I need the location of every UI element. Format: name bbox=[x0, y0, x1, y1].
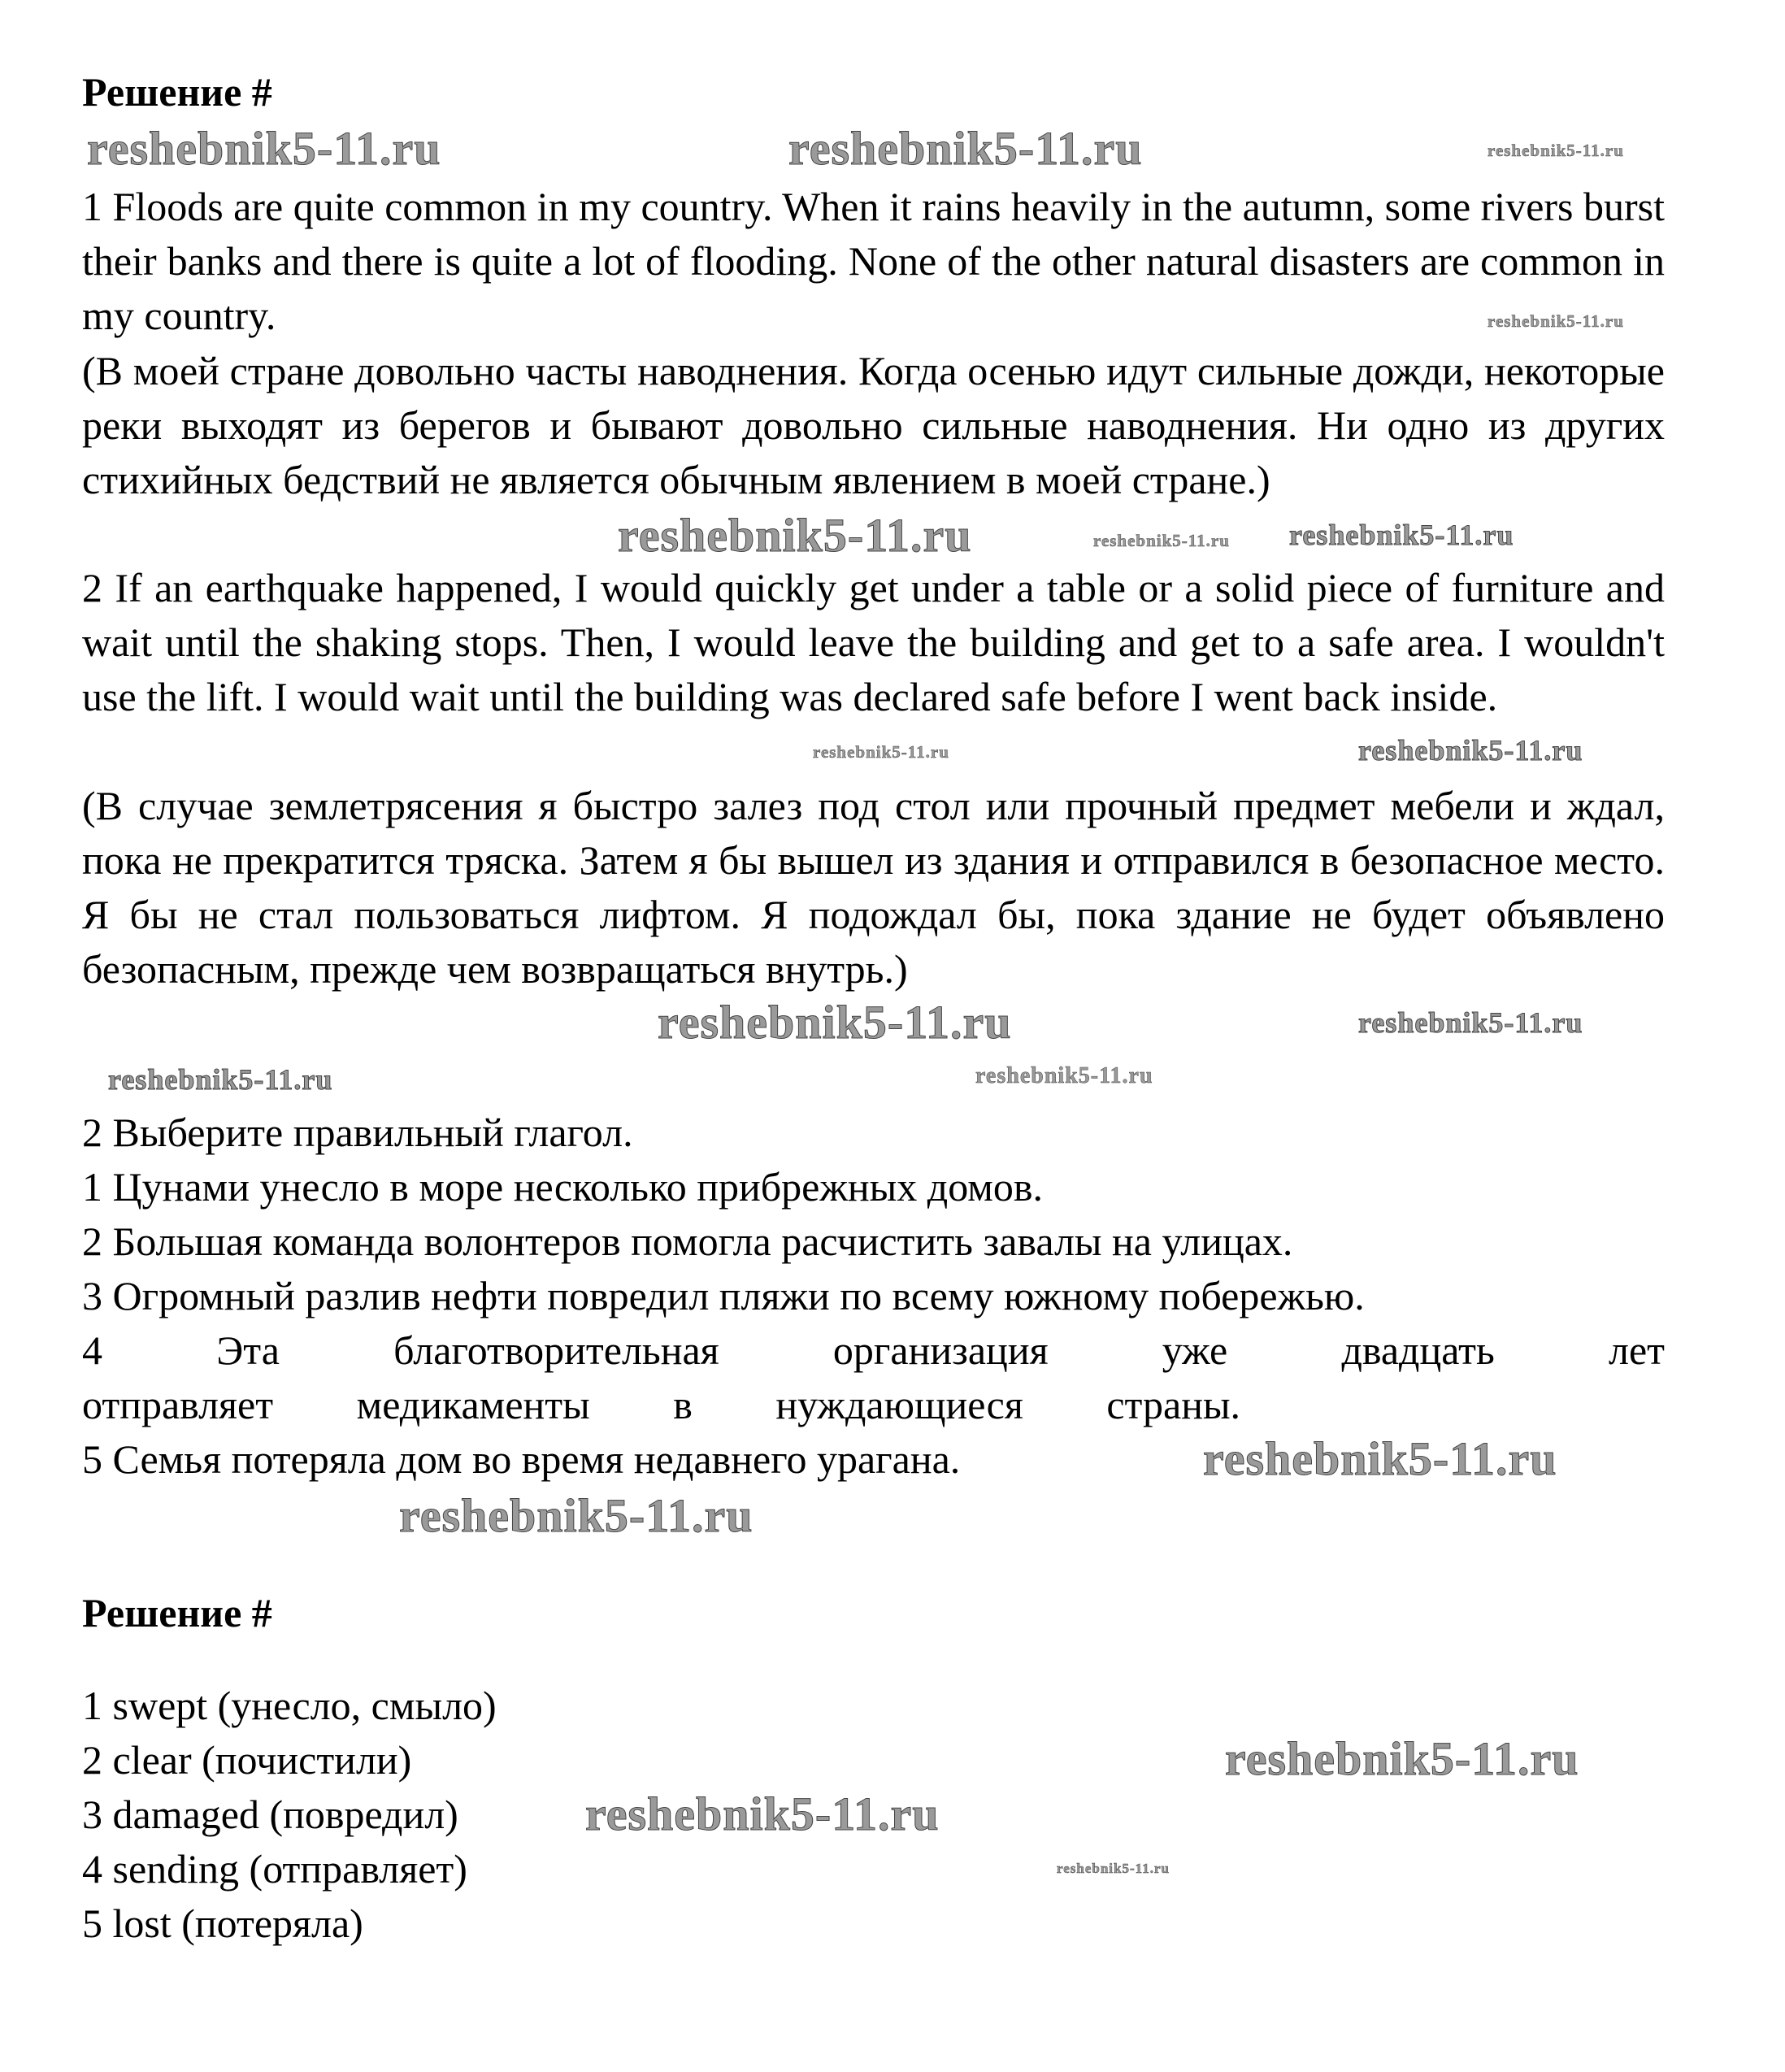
watermark: reshebnik5-11.ru bbox=[658, 996, 1012, 1049]
answer-item: 2 clear (почистили) bbox=[82, 1737, 412, 1783]
watermark: reshebnik5-11.ru bbox=[1225, 1732, 1579, 1785]
paragraph-text: (В случае землетрясения я быстро залез под стол или прочный предмет мебели и ждал, пока не прекратится тряска. Затем я бы вышел из здания и отправился в безопасное место. Я бы не стал пользоваться лифтом. Я подождал бы, пока здание не будет объявлено безопасным, прежде чем возвращаться внутрь.) bbox=[82, 783, 1665, 992]
answer-item: 1 swept (унесло, смыло) bbox=[82, 1683, 497, 1728]
watermark: reshebnik5-11.ru bbox=[788, 122, 1143, 175]
task-2-block bbox=[82, 1106, 1665, 1487]
answer-paragraph-2-translation bbox=[82, 779, 1665, 997]
paragraph-text: 1 Floods are quite common in my country. When it rains heavily in the autumn, some rivers burst their banks and there is quite a lot of flooding. None of the other natural disasters are common in my country. bbox=[82, 184, 1665, 338]
watermark: reshebnik5-11.ru bbox=[1358, 734, 1583, 767]
task-item: 5 Семья потеряла дом во время недавнего урагана. bbox=[82, 1436, 961, 1482]
watermark: reshebnik5-11.ru bbox=[399, 1489, 754, 1542]
watermark: reshebnik5-11.ru bbox=[585, 1787, 940, 1840]
task-item: 2 Большая команда волонтеров помогла расчистить завалы на улицах. bbox=[82, 1218, 1293, 1264]
watermark: reshebnik5-11.ru bbox=[1488, 311, 1624, 331]
watermark: reshebnik5-11.ru bbox=[618, 509, 972, 562]
watermark: reshebnik5-11.ru bbox=[87, 122, 441, 175]
task-title: 2 Выберите правильный глагол. bbox=[82, 1110, 633, 1155]
task-item: 1 Цунами унесло в море несколько прибрежных домов. bbox=[82, 1164, 1044, 1210]
paragraph-text: (В моей стране довольно часты наводнения. Когда осенью идут сильные дожди, некоторые реки выходят из берегов и бывают довольно сильные наводнения. Ни одно из других стихийных бедствий не является обычным явлением в моей стране.) bbox=[82, 348, 1665, 502]
answer-item: 3 damaged (повредил) bbox=[82, 1792, 458, 1837]
watermark: reshebnik5-11.ru bbox=[813, 742, 949, 762]
answer-paragraph-2 bbox=[82, 561, 1665, 724]
watermark: reshebnik5-11.ru bbox=[1057, 1861, 1170, 1876]
task-item: 3 Огромный разлив нефти повредил пляжи по всему южному побережью. bbox=[82, 1273, 1365, 1318]
task-item: 4 Эта благотворительная организация уже двадцать лет отправляет медикаменты в нуждающиеся страны. bbox=[82, 1327, 1665, 1427]
watermark: reshebnik5-11.ru bbox=[1358, 1006, 1583, 1039]
answer-paragraph-1-translation bbox=[82, 344, 1665, 507]
watermark: reshebnik5-11.ru bbox=[1203, 1432, 1557, 1485]
solution-heading-1: Решение # bbox=[82, 69, 272, 115]
watermark: reshebnik5-11.ru bbox=[1093, 531, 1230, 550]
solution-heading-2: Решение # bbox=[82, 1590, 272, 1635]
watermark: reshebnik5-11.ru bbox=[108, 1063, 333, 1096]
answer-item: 5 lost (потеряла) bbox=[82, 1900, 363, 1946]
watermark: reshebnik5-11.ru bbox=[975, 1063, 1153, 1088]
answer-item: 4 sending (отправляет) bbox=[82, 1846, 467, 1892]
answer-paragraph-1 bbox=[82, 180, 1665, 343]
watermark: reshebnik5-11.ru bbox=[1488, 141, 1624, 160]
paragraph-text: 2 If an earthquake happened, I would quickly get under a table or a solid piece of furniture and wait until the shaking stops. Then, I would leave the building and get to a safe area. I wouldn't use the lift. I would wait until the building was declared safe before I went back inside. bbox=[82, 565, 1665, 719]
watermark: reshebnik5-11.ru bbox=[1289, 519, 1514, 551]
